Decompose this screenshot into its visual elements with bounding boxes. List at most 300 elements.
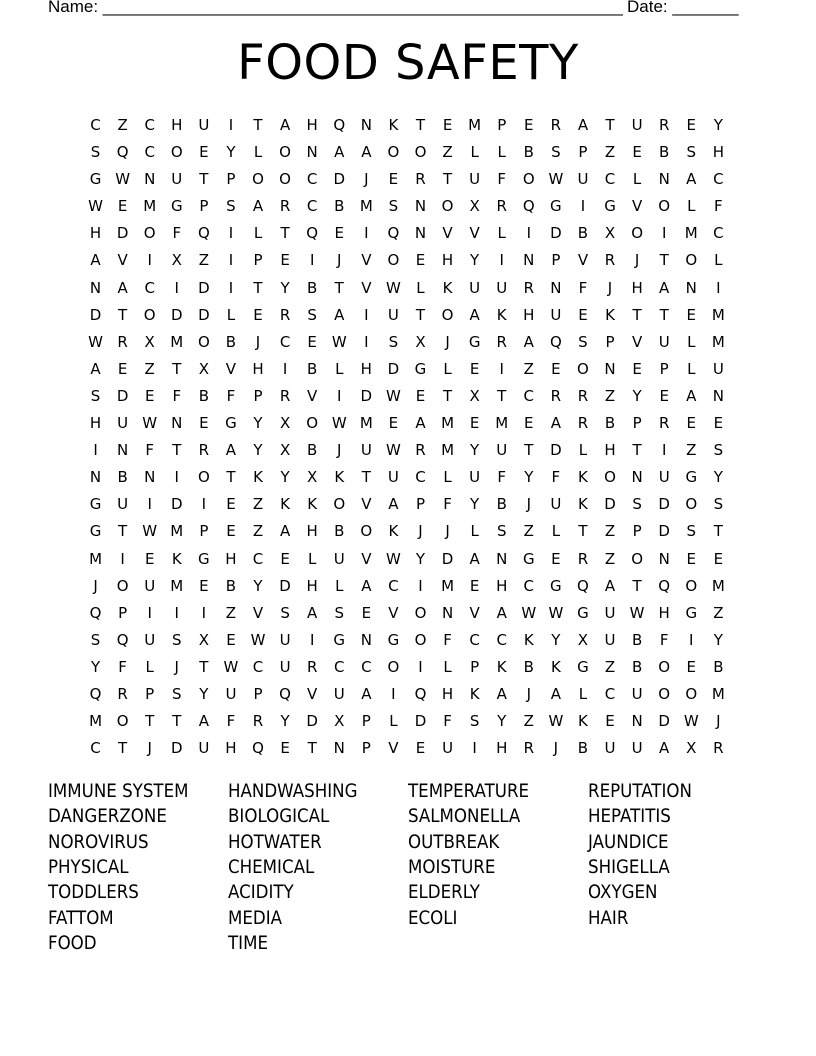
grid-letter: Y xyxy=(497,712,507,731)
grid-letter: X xyxy=(469,197,480,216)
grid-letter: D xyxy=(89,305,102,324)
grid-letter: K xyxy=(469,684,480,703)
grid-letter: A xyxy=(604,576,616,595)
grid-letter: S xyxy=(713,495,724,514)
word-bank-item: IMMUNE SYSTEM xyxy=(48,781,189,802)
grid-letter: Y xyxy=(470,495,480,514)
grid-letter: H xyxy=(306,522,318,541)
grid-letter: E xyxy=(280,739,290,758)
grid-row xyxy=(82,275,732,302)
grid-letter: W xyxy=(142,414,158,433)
grid-letter: G xyxy=(225,414,237,433)
grid-letter: D xyxy=(116,224,129,243)
grid-letter: E xyxy=(415,386,426,405)
grid-letter: G xyxy=(550,576,562,595)
grid-letter: U xyxy=(144,576,156,595)
grid-letter: M xyxy=(468,116,482,134)
grid-letter: X xyxy=(415,332,426,351)
grid-letter: D xyxy=(170,305,183,324)
grid-letter: G xyxy=(577,657,589,676)
grid-row xyxy=(82,518,732,545)
grid-letter: I xyxy=(147,251,152,270)
grid-letter: L xyxy=(443,359,452,378)
grid-letter: Z xyxy=(604,386,616,405)
grid-letter: Q xyxy=(197,224,210,243)
grid-letter: O xyxy=(685,684,698,703)
grid-letter: X xyxy=(307,468,318,487)
word-bank-item: ELDERLY xyxy=(408,882,480,904)
grid-letter: E xyxy=(280,251,290,270)
grid-letter: J xyxy=(364,170,369,189)
word-bank-item: PHYSICAL xyxy=(48,856,129,878)
grid-letter: K xyxy=(605,305,615,324)
grid-letter: E xyxy=(415,739,426,758)
worksheet-header xyxy=(48,0,748,19)
grid-letter: Z xyxy=(604,549,616,568)
grid-letter: E xyxy=(578,305,588,324)
grid-letter: G xyxy=(685,603,698,622)
grid-letter: P xyxy=(361,739,371,758)
grid-letter: U xyxy=(225,684,237,703)
grid-letter: F xyxy=(443,495,452,514)
grid-letter: S xyxy=(388,332,399,351)
grid-letter: E xyxy=(632,143,642,162)
grid-letter: O xyxy=(387,657,400,676)
grid-letter: Z xyxy=(144,359,155,378)
grid-letter: Q xyxy=(549,332,562,351)
grid-letter: T xyxy=(632,305,642,324)
grid-letter: Z xyxy=(713,603,724,622)
grid-letter: S xyxy=(686,143,697,162)
grid-letter: U xyxy=(360,441,372,460)
grid-letter: U xyxy=(658,468,670,487)
grid-letter: I xyxy=(580,197,586,216)
grid-letter: N xyxy=(360,116,372,134)
grid-letter: F xyxy=(226,386,236,405)
letter-grid xyxy=(82,112,732,762)
grid-letter: A xyxy=(334,305,345,324)
word-bank-item: TEMPERATURE xyxy=(408,781,530,802)
grid-letter: M xyxy=(143,197,157,216)
grid-letter: L xyxy=(443,468,452,487)
grid-row xyxy=(82,546,732,573)
grid-letter: R xyxy=(523,739,534,758)
grid-letter: U xyxy=(550,495,562,514)
grid-letter: E xyxy=(632,359,642,378)
grid-row xyxy=(82,410,732,437)
grid-letter: P xyxy=(497,116,507,134)
grid-letter: S xyxy=(90,143,101,162)
grid-letter: H xyxy=(523,305,535,324)
grid-letter: C xyxy=(252,657,264,676)
grid-letter: C xyxy=(90,739,101,758)
grid-letter: I xyxy=(93,441,98,460)
grid-letter: X xyxy=(686,739,697,758)
grid-letter: O xyxy=(522,170,535,189)
grid-letter: S xyxy=(90,386,101,405)
grid-letter: Q xyxy=(577,576,589,595)
grid-letter: N xyxy=(414,224,427,243)
grid-letter: T xyxy=(118,305,128,324)
grid-letter: Y xyxy=(226,143,236,162)
grid-letter: M xyxy=(441,441,455,460)
grid-letter: B xyxy=(713,657,724,676)
grid-letter: B xyxy=(117,468,128,487)
grid-letter: T xyxy=(172,441,182,460)
grid-letter: I xyxy=(689,630,694,649)
grid-letter: F xyxy=(172,386,182,405)
grid-letter: K xyxy=(280,495,290,514)
grid-letter: U xyxy=(469,170,481,189)
grid-letter: I xyxy=(499,359,504,378)
grid-letter: T xyxy=(605,116,615,134)
word-bank-item: BIOLOGICAL xyxy=(228,806,330,828)
grid-letter: E xyxy=(469,359,480,378)
grid-letter: E xyxy=(361,603,372,622)
grid-letter: I xyxy=(526,224,531,243)
grid-letter: R xyxy=(198,441,210,460)
grid-letter: M xyxy=(359,197,373,216)
grid-letter: M xyxy=(711,332,725,351)
grid-letter: Q xyxy=(387,224,400,243)
grid-letter: C xyxy=(415,468,426,487)
grid-letter: K xyxy=(334,468,345,487)
grid-row xyxy=(82,654,732,681)
grid-letter: R xyxy=(713,739,724,758)
grid-letter: I xyxy=(174,278,179,297)
grid-letter: H xyxy=(441,251,454,270)
grid-letter: O xyxy=(685,251,698,270)
grid-letter: A xyxy=(686,386,697,405)
grid-letter: N xyxy=(658,549,670,568)
grid-letter: D xyxy=(414,712,427,731)
grid-letter: I xyxy=(228,278,234,297)
grid-letter: I xyxy=(661,441,667,460)
grid-letter: O xyxy=(414,143,427,162)
grid-letter: R xyxy=(306,657,318,676)
grid-letter: K xyxy=(496,657,507,676)
grid-letter: P xyxy=(659,359,669,378)
grid-letter: E xyxy=(713,414,724,433)
name-field-label: Name: _______________________________________________________ xyxy=(48,0,623,16)
grid-letter: U xyxy=(469,468,481,487)
grid-letter: C xyxy=(279,332,291,351)
grid-letter: D xyxy=(658,495,670,514)
grid-letter: J xyxy=(418,522,423,541)
word-bank-item: HEPATITIS xyxy=(588,806,671,828)
grid-letter: R xyxy=(577,549,589,568)
grid-letter: G xyxy=(198,549,210,568)
grid-letter: C xyxy=(306,197,318,216)
grid-letter: E xyxy=(551,359,561,378)
grid-letter: F xyxy=(443,630,452,649)
puzzle-title: FOOD SAFETY xyxy=(237,35,579,91)
grid-letter: T xyxy=(442,170,453,189)
grid-letter: N xyxy=(441,603,454,622)
grid-letter: L xyxy=(335,359,344,378)
grid-letter: T xyxy=(442,386,453,405)
grid-letter: R xyxy=(577,414,589,433)
word-bank-item: TODDLERS xyxy=(48,882,139,904)
grid-letter: K xyxy=(253,468,263,487)
word-bank-item: REPUTATION xyxy=(588,781,692,802)
grid-letter: V xyxy=(307,386,318,405)
grid-letter: N xyxy=(360,630,372,649)
grid-letter: Y xyxy=(280,278,290,297)
grid-letter: W xyxy=(521,603,537,622)
grid-letter: V xyxy=(361,495,372,514)
grid-letter: I xyxy=(716,278,721,297)
grid-letter: N xyxy=(631,468,643,487)
grid-letter: R xyxy=(550,386,562,405)
grid-letter: D xyxy=(170,739,183,758)
grid-letter: I xyxy=(499,251,504,270)
grid-letter: C xyxy=(90,116,101,134)
grid-row xyxy=(82,329,732,356)
grid-letter: C xyxy=(713,170,724,189)
grid-letter: R xyxy=(415,170,426,189)
grid-letter: U xyxy=(658,332,670,351)
grid-letter: N xyxy=(117,441,129,460)
grid-letter: W xyxy=(548,170,564,189)
grid-letter: E xyxy=(144,549,155,568)
grid-letter: S xyxy=(280,603,290,622)
grid-letter: U xyxy=(604,739,616,758)
grid-letter: S xyxy=(469,712,480,731)
grid-letter: K xyxy=(550,657,561,676)
grid-letter: Z xyxy=(442,143,453,162)
grid-letter: N xyxy=(631,712,643,731)
grid-letter: O xyxy=(658,657,671,676)
grid-letter: M xyxy=(711,684,725,703)
grid-letter: T xyxy=(497,386,507,405)
word-bank-item: OXYGEN xyxy=(588,882,658,904)
grid-letter: W xyxy=(331,414,347,433)
word-bank-item: NOROVIRUS xyxy=(48,831,149,853)
grid-letter: B xyxy=(631,630,643,649)
grid-letter: L xyxy=(687,332,696,351)
grid-letter: G xyxy=(522,549,535,568)
grid-letter: G xyxy=(550,197,562,216)
grid-letter: N xyxy=(144,468,156,487)
grid-letter: E xyxy=(659,386,669,405)
grid-letter: P xyxy=(199,197,209,216)
grid-letter: F xyxy=(226,712,236,731)
grid-letter: G xyxy=(387,630,400,649)
grid-letter: Z xyxy=(225,603,237,622)
grid-letter: N xyxy=(658,170,670,189)
grid-letter: N xyxy=(144,170,156,189)
grid-letter: S xyxy=(632,495,642,514)
grid-letter: Y xyxy=(470,441,480,460)
grid-letter: O xyxy=(143,305,156,324)
grid-letter: X xyxy=(171,251,182,270)
grid-letter: W xyxy=(385,386,401,405)
grid-letter: K xyxy=(388,116,399,134)
grid-letter: U xyxy=(631,116,643,134)
grid-letter: Z xyxy=(523,522,534,541)
grid-letter: G xyxy=(333,630,346,649)
grid-letter: T xyxy=(713,522,723,541)
grid-letter: A xyxy=(388,495,399,514)
grid-letter: U xyxy=(117,414,129,433)
grid-letter: I xyxy=(228,116,234,134)
grid-letter: V xyxy=(252,603,264,622)
grid-letter: I xyxy=(201,495,207,514)
grid-letter: U xyxy=(496,441,508,460)
grid-letter: U xyxy=(604,630,616,649)
grid-letter: D xyxy=(604,495,616,514)
grid-letter: B xyxy=(604,414,616,433)
grid-letter: I xyxy=(282,359,288,378)
grid-letter: E xyxy=(415,251,426,270)
grid-letter: P xyxy=(632,522,642,541)
grid-letter: Y xyxy=(415,549,426,568)
grid-letter: O xyxy=(658,684,671,703)
grid-letter: A xyxy=(252,197,264,216)
grid-letter: D xyxy=(333,170,346,189)
grid-letter: L xyxy=(470,143,479,162)
grid-letter: K xyxy=(171,549,182,568)
grid-letter: I xyxy=(337,386,342,405)
grid-letter: U xyxy=(712,359,724,378)
grid-letter: D xyxy=(387,359,400,378)
grid-letter: K xyxy=(578,712,588,731)
grid-letter: W xyxy=(88,332,103,351)
grid-letter: R xyxy=(496,197,507,216)
grid-letter: K xyxy=(307,495,318,514)
grid-letter: L xyxy=(497,224,506,243)
grid-letter: J xyxy=(337,251,342,270)
grid-letter: S xyxy=(334,603,344,622)
grid-letter: Q xyxy=(252,739,264,758)
grid-letter: N xyxy=(306,143,318,162)
grid-letter: O xyxy=(441,197,454,216)
grid-row xyxy=(82,247,732,274)
grid-letter: X xyxy=(577,630,589,649)
grid-letter: H xyxy=(89,414,102,433)
grid-row xyxy=(82,112,732,139)
grid-letter: A xyxy=(550,414,561,433)
grid-letter: Y xyxy=(280,468,290,487)
grid-row xyxy=(82,681,732,708)
grid-letter: V xyxy=(225,359,237,378)
grid-letter: B xyxy=(577,224,589,243)
grid-row xyxy=(82,573,732,600)
grid-letter: S xyxy=(172,630,182,649)
grid-letter: U xyxy=(442,739,454,758)
grid-letter: O xyxy=(306,414,319,433)
grid-letter: S xyxy=(388,197,399,216)
grid-letter: I xyxy=(174,468,179,487)
grid-letter: H xyxy=(712,143,724,162)
grid-letter: C xyxy=(388,576,399,595)
grid-letter: D xyxy=(306,712,318,731)
grid-letter: F xyxy=(578,278,588,297)
grid-letter: Y xyxy=(253,441,263,460)
grid-letter: E xyxy=(524,116,534,134)
grid-letter: E xyxy=(686,657,696,676)
grid-letter: C xyxy=(604,170,616,189)
grid-letter: I xyxy=(147,603,152,622)
grid-row xyxy=(82,491,732,518)
grid-letter: Y xyxy=(632,386,642,405)
word-bank-item: HANDWASHING xyxy=(228,781,358,802)
grid-letter: O xyxy=(658,197,671,216)
grid-letter: Q xyxy=(522,197,535,216)
grid-letter: L xyxy=(551,522,561,541)
grid-letter: U xyxy=(333,684,345,703)
grid-letter: F xyxy=(659,630,669,649)
grid-letter: Y xyxy=(199,684,209,703)
grid-letter: C xyxy=(604,684,616,703)
grid-letter: I xyxy=(418,576,423,595)
grid-letter: W xyxy=(88,197,103,216)
grid-letter: R xyxy=(604,251,616,270)
grid-letter: Z xyxy=(252,522,264,541)
grid-letter: X xyxy=(198,630,209,649)
grid-letter: B xyxy=(225,576,237,595)
grid-letter: J xyxy=(526,684,531,703)
grid-letter: I xyxy=(418,657,423,676)
grid-letter: N xyxy=(333,739,345,758)
grid-letter: Y xyxy=(470,251,480,270)
grid-letter: U xyxy=(333,549,345,568)
grid-letter: J xyxy=(607,278,613,297)
grid-letter: L xyxy=(687,197,696,216)
grid-letter: M xyxy=(441,414,455,433)
grid-letter: J xyxy=(634,251,640,270)
grid-letter: Q xyxy=(89,603,102,622)
word-bank-item: CHEMICAL xyxy=(228,856,315,878)
grid-letter: O xyxy=(604,468,616,487)
grid-letter: E xyxy=(388,414,399,433)
grid-letter: E xyxy=(605,712,615,731)
grid-letter: R xyxy=(279,386,291,405)
grid-letter: S xyxy=(90,630,101,649)
grid-letter: U xyxy=(279,657,291,676)
grid-letter: Q xyxy=(116,143,129,162)
grid-letter: A xyxy=(117,278,128,297)
grid-letter: R xyxy=(415,441,426,460)
grid-row xyxy=(82,383,732,410)
grid-letter: A xyxy=(686,170,697,189)
grid-letter: T xyxy=(253,116,263,134)
grid-letter: E xyxy=(117,359,128,378)
grid-letter: Z xyxy=(252,495,264,514)
grid-letter: P xyxy=(118,603,128,622)
grid-letter: K xyxy=(578,468,588,487)
grid-letter: E xyxy=(253,305,263,324)
grid-letter: O xyxy=(414,603,427,622)
grid-letter: V xyxy=(388,603,399,622)
grid-letter: M xyxy=(711,576,725,595)
grid-letter: M xyxy=(170,522,184,541)
grid-letter: T xyxy=(226,468,236,487)
grid-letter: Z xyxy=(523,359,534,378)
word-bank-item: FOOD xyxy=(48,932,97,954)
grid-letter: D xyxy=(550,441,562,460)
grid-letter: V xyxy=(117,251,128,270)
grid-letter: L xyxy=(253,143,263,162)
grid-letter: H xyxy=(89,224,102,243)
grid-letter: J xyxy=(445,332,450,351)
grid-letter: T xyxy=(307,739,317,758)
grid-letter: U xyxy=(550,305,562,324)
grid-letter: M xyxy=(684,224,698,243)
word-bank-item: SALMONELLA xyxy=(408,806,521,828)
grid-letter: A xyxy=(361,684,372,703)
